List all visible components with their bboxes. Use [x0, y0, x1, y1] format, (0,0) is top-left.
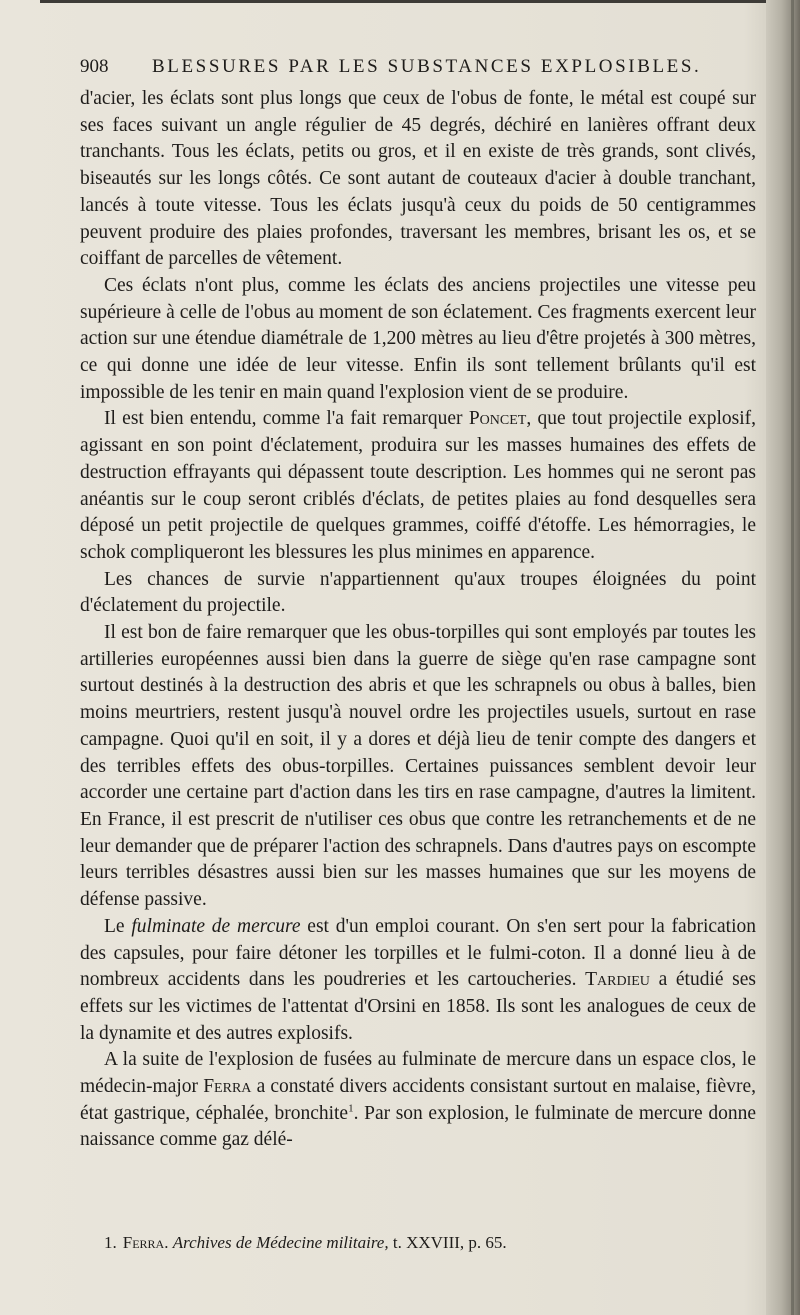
paragraph-6-text-b: est d'un emploi courant. On s'en sert pour la fabrication des capsules, pour faire détoner les torpilles et le fulmi-coton. Il a donné lieu à de nombreux accidents dans les poudreries et les cartoucheries.: [80, 915, 757, 991]
footnote-reference: 1: [348, 1102, 354, 1115]
author-name-poncet: Poncet: [468, 408, 527, 430]
paragraph-6-text-a: Le: [104, 915, 125, 937]
paragraph-6: [80, 914, 756, 1048]
footnote-journal: Archives de Médecine militaire,: [172, 1233, 389, 1252]
footnote-number: 1.: [104, 1233, 117, 1252]
footnote-author: Ferra.: [122, 1233, 169, 1252]
running-title: BLESSURES PAR LES SUBSTANCES EXPLOSIBLES.: [152, 56, 702, 77]
paragraph-7-text-b: a constaté divers accidents consistant surtout en malaise, fièvre, état gastrique, céphalée, bronchite: [80, 1076, 756, 1124]
body-text: [80, 86, 756, 1154]
page-number: 908: [80, 56, 109, 77]
footnote: [80, 1232, 756, 1254]
term-fulminate: fulminate de mercure: [131, 915, 301, 937]
paragraph-1: d'acier, les éclats sont plus longs que ceux de l'obus de fonte, le métal est coupé sur ses faces suivant un angle régulier de 45 degrés, déchiré en lanières offrant deux tranchants. Tous les éclats, petits ou gros, et il en existe de très grands, sont clivés, biseautés sur les longs côtés. Ce sont autant de couteaux d'acier à double tranchant, lancés à toute vitesse. Tous les éclats jusqu'à ceux du poids de 50 centigrammes peuvent produire des plaies profondes, traversant les membres, brisant les os, et se coiffant de parcelles de vêtement.: [80, 88, 756, 270]
paragraph-3: [80, 406, 756, 566]
page-edge-line: [791, 0, 794, 1315]
paragraph-7-text-c: . Par son explosion, le fulminate de mercure donne naissance comme gaz délé-: [80, 1102, 756, 1151]
paragraph-7: [80, 1047, 756, 1154]
paragraph-5: Il est bon de faire remarquer que les obus-torpilles qui sont employés par toutes les artilleries européennes aussi bien dans la guerre de siège qu'en rase campagne sont surtout destinés à la destruction des abris et que les schrapnels ou obus à balles, bien moins meurtriers, restent jusqu'à nouvel ordre les projectiles usuels, surtout en rase campagne. Quoi qu'il en soit, il y a dores et déjà lieu de tenir compte des dangers et des terribles effets des obus-torpilles. Certaines puissances semblent devoir leur accorder une certaine part d'action dans les tirs en rase campagne, d'autres la limitent. En France, il est prescrit de n'utiliser ces obus que contre les retranchements et de ne leur demander que de préparer l'action des schrapnels. Dans d'autres pays on escompte leurs terribles désastres aussi bien sur les masses humaines que sur les moyens de défense passive.: [80, 622, 756, 911]
top-rule: [40, 0, 792, 3]
page-edge-shadow: [766, 0, 800, 1315]
paragraph-3-text-b: , que tout projectile explosif, agissant en son point d'éclatement, produira sur les masses humaines des effets de destruction effrayants qui dépassent toute description. Les hommes qui ne seront pas anéantis sur le coup seront criblés d'éclats, de petites plaies au fond desquelles sera déposé un petit projectile de quelques grammes, coiffé d'étoffe. Les hémorragies, le schok compliqueront les blessures les plus minimes en apparence.: [80, 408, 757, 563]
author-name-tardieu: Tardieu: [585, 969, 650, 991]
paragraph-6-text-c: a étudié ses effets sur les victimes de l'attentat d'Orsini en 1858. Ils sont les analogues de ceux de la dynamite et des autres explosifs.: [80, 969, 757, 1044]
paragraph-4: Les chances de survie n'appartiennent qu'aux troupes éloignées du point d'éclatement du projectile.: [80, 568, 756, 617]
paragraph-7-text-a: A la suite de l'explosion de fusées au fulminate de mercure dans un espace clos, le médecin-major: [80, 1049, 756, 1098]
running-head: [80, 56, 760, 82]
author-name-ferra: Ferra: [203, 1076, 252, 1098]
paragraph-3-text-a: Il est bien entendu, comme l'a fait remarquer: [104, 408, 463, 430]
footnote-citation: t. XXVIII, p. 65.: [392, 1233, 507, 1252]
paragraph-2: Ces éclats n'ont plus, comme les éclats des anciens projectiles une vitesse peu supérieure à celle de l'obus au moment de son éclatement. Ces fragments exercent leur action sur une étendue diamétrale de 1,200 mètres au lieu d'être projetés à 300 mètres, ce qui donne une idée de leur vitesse. Enfin ils sont tellement brûlants qu'il est impossible de les tenir en main quand l'explosion vient de se produire.: [80, 274, 756, 403]
